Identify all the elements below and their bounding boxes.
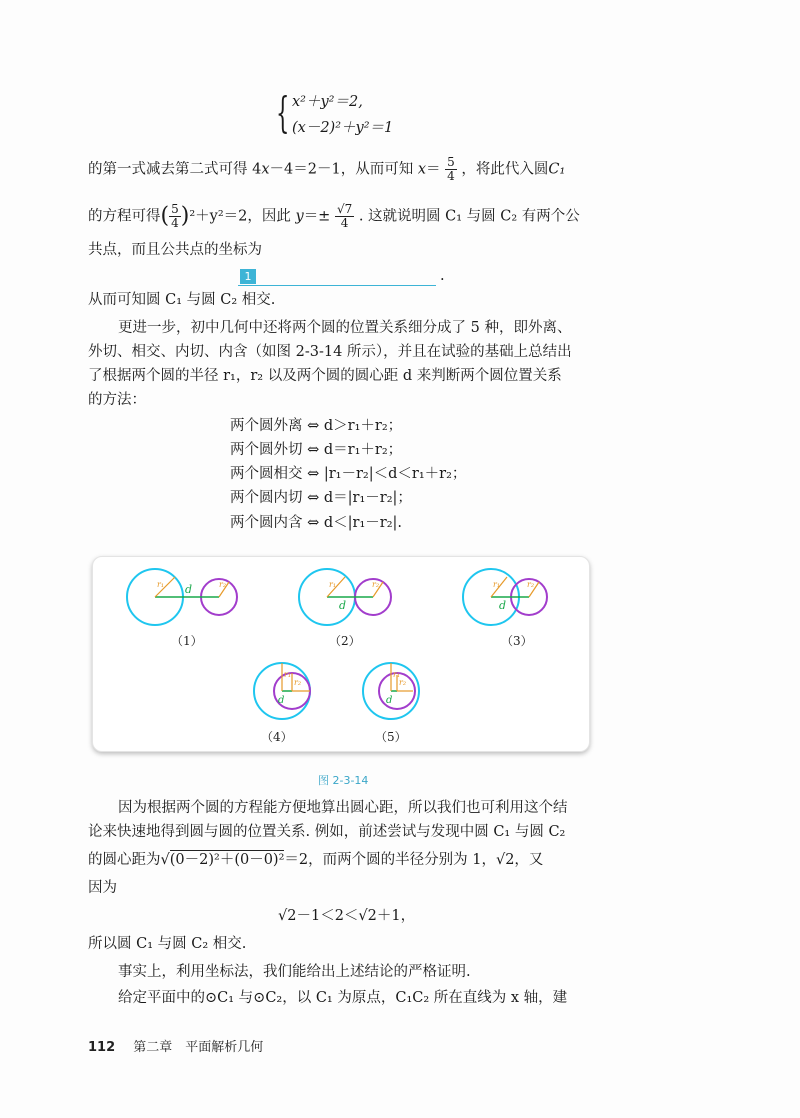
circle-figure-svg [93, 557, 589, 751]
d-label: d [278, 695, 285, 706]
r2-label: r₂ [399, 678, 407, 687]
r1-label: r₁ [493, 580, 501, 589]
d-label: d [499, 599, 507, 612]
r2-label: r₂ [294, 678, 302, 687]
r1-label: r₁ [157, 580, 165, 589]
para2-line1: 更进一步，初中几何中还将两个圆的位置关系细分成了 5 种，即外离、 [118, 320, 572, 336]
sub-label-4: （4） [261, 730, 293, 744]
blank-period: . [440, 268, 445, 284]
para1-line2: 的方程可得( $\frac{5}{4}$ )²＋y²＝2，因此 y＝± $\frac{√7}{4}$ . 这就说明圆 C₁ 与圆 C₂ 有两个公 [88, 202, 580, 230]
fraction-x: $\frac{5}{4}$ [447, 155, 455, 183]
para3-line2: 论来快速地得到圆与圆的位置关系. 例如，前述尝试与发现中圆 C₁ 与圆 C₂ [88, 824, 566, 840]
system-brace: { [276, 88, 290, 137]
para3-line4: 因为 [88, 880, 117, 896]
system-eq2: (x－2)²＋y²＝1 [292, 120, 394, 136]
diagram-1-external [127, 569, 237, 648]
condition-intersect: 两个圆相交 ⇔ |r₁－r₂|＜d＜r₁＋r₂； [230, 466, 467, 482]
sqrt-expression: (0－2)²＋(0－0)² [169, 852, 285, 868]
diagram-4-int-tangent [254, 663, 310, 744]
r1-label: r₁ [329, 580, 337, 589]
sub-label-3: （3） [501, 634, 533, 648]
para2-line4: 的方法： [88, 392, 146, 408]
sub-label-5: （5） [375, 730, 407, 744]
para5: 给定平面中的⊙C₁ 与⊙C₂，以 C₁ 为原点，C₁C₂ 所在直线为 x 轴，建 [118, 990, 568, 1006]
para2-line2: 外切、相交、内切、内含（如图 2-3-14 所示），并且在试验的基础上总结出 [88, 344, 572, 360]
fraction-y: $\frac{√7}{4}$ [336, 202, 353, 230]
sub-label-1: （1） [171, 634, 203, 648]
r2-label: r₂ [372, 580, 380, 589]
figure-panel [92, 556, 590, 752]
d-label: d [386, 695, 393, 706]
page-number: 112 [88, 1040, 116, 1055]
para4: 事实上，利用坐标法，我们能给出上述结论的严格证明. [118, 964, 471, 980]
para1-line3: 共点，而且公共点的坐标为 [88, 242, 262, 258]
blank-number-badge: 1 [240, 269, 256, 284]
figure-caption: 图 2-3-14 [318, 774, 369, 787]
chapter-title: 第二章 平面解析几何 [133, 1040, 264, 1055]
r1-label: r₁ [393, 670, 401, 679]
diagram-5-contained [363, 663, 419, 744]
condition-contained: 两个圆内含 ⇔ d＜|r₁－r₂|. [230, 515, 403, 531]
blank-underline [238, 285, 436, 286]
d-label: d [339, 599, 347, 612]
r2-label: r₂ [527, 580, 535, 589]
diagram-3-intersect [463, 569, 547, 648]
sub-label-2: （2） [329, 634, 361, 648]
para2-line3: 了根据两个圆的半径 r₁，r₂ 以及两个圆的圆心距 d 来判断两个圆位置关系 [88, 368, 562, 384]
page-footer [88, 1036, 263, 1055]
condition-int-tangent: 两个圆内切 ⇔ d＝|r₁－r₂|； [230, 490, 412, 506]
para3-line1: 因为根据两个圆的方程能方便地算出圆心距，所以我们也可利用这个结 [118, 800, 568, 816]
r2-label: r₂ [219, 580, 227, 589]
d-label: d [185, 583, 193, 596]
system-eq1: x²＋y²＝2, [292, 94, 363, 110]
para3-line5: 所以圆 C₁ 与圆 C₂ 相交. [88, 936, 247, 952]
condition-ext-tangent: 两个圆外切 ⇔ d＝r₁＋r₂； [230, 442, 403, 458]
answer-blank[interactable] [238, 268, 438, 286]
para1-line1: 的第一式减去第二式可得 4x－4＝2－1，从而可知 x＝ $\frac{5}{4}$ ，将此代入圆C₁ [88, 155, 566, 183]
para3-line3: 的圆心距为√(0－2)²＋(0－0)²＝2，而两个圆的半径分别为 1，√2，又 [88, 852, 544, 868]
r1-label: r₁ [284, 670, 292, 679]
condition-external: 两个圆外离 ⇔ d＞r₁＋r₂； [230, 418, 403, 434]
inequality: √2－1＜2＜√2＋1， [278, 908, 416, 924]
diagram-2-ext-tangent [299, 569, 391, 648]
para1-line4: 从而可知圆 C₁ 与圆 C₂ 相交. [88, 292, 276, 308]
